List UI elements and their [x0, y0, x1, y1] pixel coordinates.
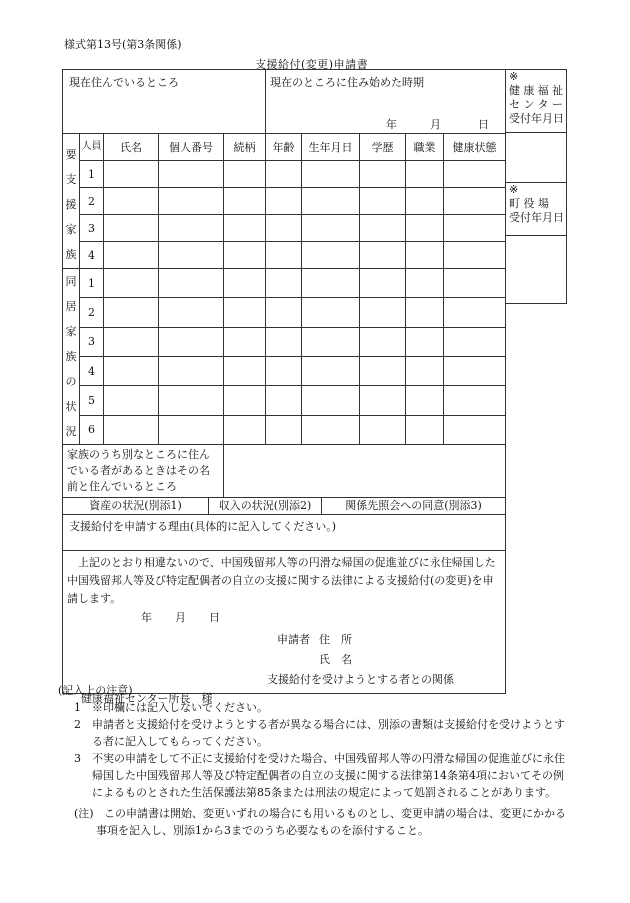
- remark-text: この申請書は開始、変更いずれの場合にも用いるものとし、変更申請の場合は、変更にかかる事項を記入し、別添1から3までのうち必要なものを添付すること。: [96, 807, 566, 837]
- table-row: [63, 188, 506, 215]
- note-mark-icon: ※: [509, 183, 519, 196]
- group2-char: 居: [65, 300, 77, 313]
- town-receipt-field[interactable]: [505, 235, 567, 304]
- row-number: 2: [80, 298, 104, 327]
- col-name: 氏名: [104, 134, 159, 161]
- remark: [62, 805, 572, 839]
- move-in-month: 月: [430, 118, 441, 131]
- table-row: [63, 356, 506, 385]
- row-number: 1: [80, 161, 104, 188]
- center-label-line1: 健康福祉: [509, 84, 563, 97]
- move-in-year: 年: [386, 118, 397, 131]
- move-in-day: 日: [478, 118, 489, 131]
- group1-char: 支: [65, 173, 77, 186]
- applicant-relation-label: 支援給付を受けようとする者との関係: [267, 673, 454, 686]
- note-item: [62, 699, 572, 716]
- declaration-cell: [63, 551, 506, 705]
- date-year: 年: [141, 611, 152, 624]
- row-number: 5: [80, 386, 104, 415]
- group2-char: 状: [65, 400, 77, 413]
- notes-heading: (記入上の注意): [58, 684, 133, 697]
- group2-char: 同: [65, 275, 77, 288]
- separated-family-label: 家族のうち別なところに住んでいる者があるときはその名前と住んでいるところ: [67, 448, 210, 493]
- group1-char: 要: [65, 148, 77, 161]
- table-row: [63, 242, 506, 269]
- note-number: 1: [74, 701, 81, 714]
- group2-char: 況: [65, 425, 77, 438]
- col-relationship: 続柄: [224, 134, 266, 161]
- col-health: 健康状態: [444, 134, 506, 161]
- col-occupation: 職業: [406, 134, 444, 161]
- note-text: 申請者と支援給付を受けようとする者が異なる場合には、別添の書類は支援給付を受けようとする者に記入してもらってください。: [92, 718, 565, 748]
- application-table: [62, 69, 506, 705]
- reason-cell[interactable]: [63, 515, 506, 551]
- applicant-name-label: 氏 名: [319, 653, 352, 666]
- group1-char: 援: [65, 198, 77, 211]
- attachments-row: [63, 498, 506, 515]
- row-number: 6: [80, 415, 104, 444]
- col-education: 学歴: [360, 134, 406, 161]
- col-persons: 人員: [80, 134, 104, 161]
- table-row: [63, 386, 506, 415]
- town-receipt-box: [505, 182, 567, 236]
- table-row: [63, 215, 506, 242]
- note-number: 2: [74, 718, 81, 731]
- col-age: 年齢: [266, 134, 302, 161]
- group2-label-cell: [63, 269, 80, 445]
- table-row: [63, 415, 506, 444]
- group1-label-cell: [63, 134, 80, 269]
- note-item: [62, 716, 572, 750]
- document-title: 支援給付(変更)申請書: [255, 58, 369, 71]
- group2-char: 族: [65, 350, 77, 363]
- consent-attachment: 関係先照会への同意(別添3): [345, 499, 482, 512]
- row-number: 1: [80, 269, 104, 298]
- move-in-time-cell[interactable]: [266, 70, 506, 134]
- group1-char: 家: [65, 223, 77, 236]
- table-row: [63, 327, 506, 356]
- row-number: 4: [80, 356, 104, 385]
- center-receipt-field[interactable]: [505, 132, 567, 183]
- addressee: 健康福祉センター所長 様: [81, 692, 213, 705]
- row-number: 4: [80, 242, 104, 269]
- table-row: [63, 161, 506, 188]
- center-label-line3: 受付年月日: [509, 112, 564, 125]
- row-number: 3: [80, 327, 104, 356]
- group2-char: 家: [65, 325, 77, 338]
- note-item: [62, 750, 572, 801]
- applicant-address-label: 住 所: [319, 633, 352, 646]
- date-month: 月: [175, 611, 186, 624]
- separated-family-field[interactable]: [224, 445, 506, 498]
- center-receipt-box: [505, 69, 567, 133]
- group2-char: の: [65, 375, 77, 388]
- move-in-time-label: 現在のところに住み始めた時期: [270, 76, 424, 89]
- row-number: 2: [80, 188, 104, 215]
- town-label-line2: 受付年月日: [509, 211, 564, 224]
- applicant-label: 申請者: [277, 633, 310, 646]
- col-id-number: 個人番号: [159, 134, 224, 161]
- form-number: 様式第13号(第3条関係): [64, 38, 182, 51]
- date-day: 日: [209, 611, 220, 624]
- note-text: ※印欄には記入しないでください。: [92, 701, 268, 714]
- reason-label: 支援給付を申請する理由(具体的に記入してください。): [69, 520, 337, 533]
- remark-label: (注): [74, 807, 94, 820]
- income-attachment: 収入の状況(別添2): [209, 498, 322, 514]
- current-residence-label: 現在住んでいるところ: [69, 76, 179, 89]
- separated-family-label-cell: [63, 445, 224, 498]
- note-mark-icon: ※: [509, 70, 519, 83]
- note-number: 3: [74, 752, 81, 765]
- declaration-text: 上記のとおり相違ないので、中国残留邦人等の円滑な帰国の促進並びに永住帰国した中国残留邦人等及び特定配偶者の自立の支援に関する法律による支援給付(の変更)を申請します。: [67, 556, 496, 605]
- current-residence-cell[interactable]: [63, 70, 266, 134]
- table-row: [63, 298, 506, 327]
- note-text: 不実の申請をして不正に支援給付を受けた場合、中国残留邦人等の円滑な帰国の促進並びに永住帰国した中国残留邦人等及び特定配偶者の自立の支援に関する法律第14条第4項においてその例によるものとされた生活保護法第85条または刑法の規定によって処罰されることがあります。: [92, 752, 565, 799]
- center-label-line2: センター: [509, 98, 563, 111]
- assets-attachment: 資産の状況(別添1): [63, 498, 209, 514]
- table-row: [63, 269, 506, 298]
- notes-section: [58, 682, 572, 839]
- town-label-line1: 町 役 場: [509, 197, 549, 210]
- group1-char: 族: [65, 248, 77, 261]
- row-number: 3: [80, 215, 104, 242]
- col-birth-date: 生年月日: [302, 134, 360, 161]
